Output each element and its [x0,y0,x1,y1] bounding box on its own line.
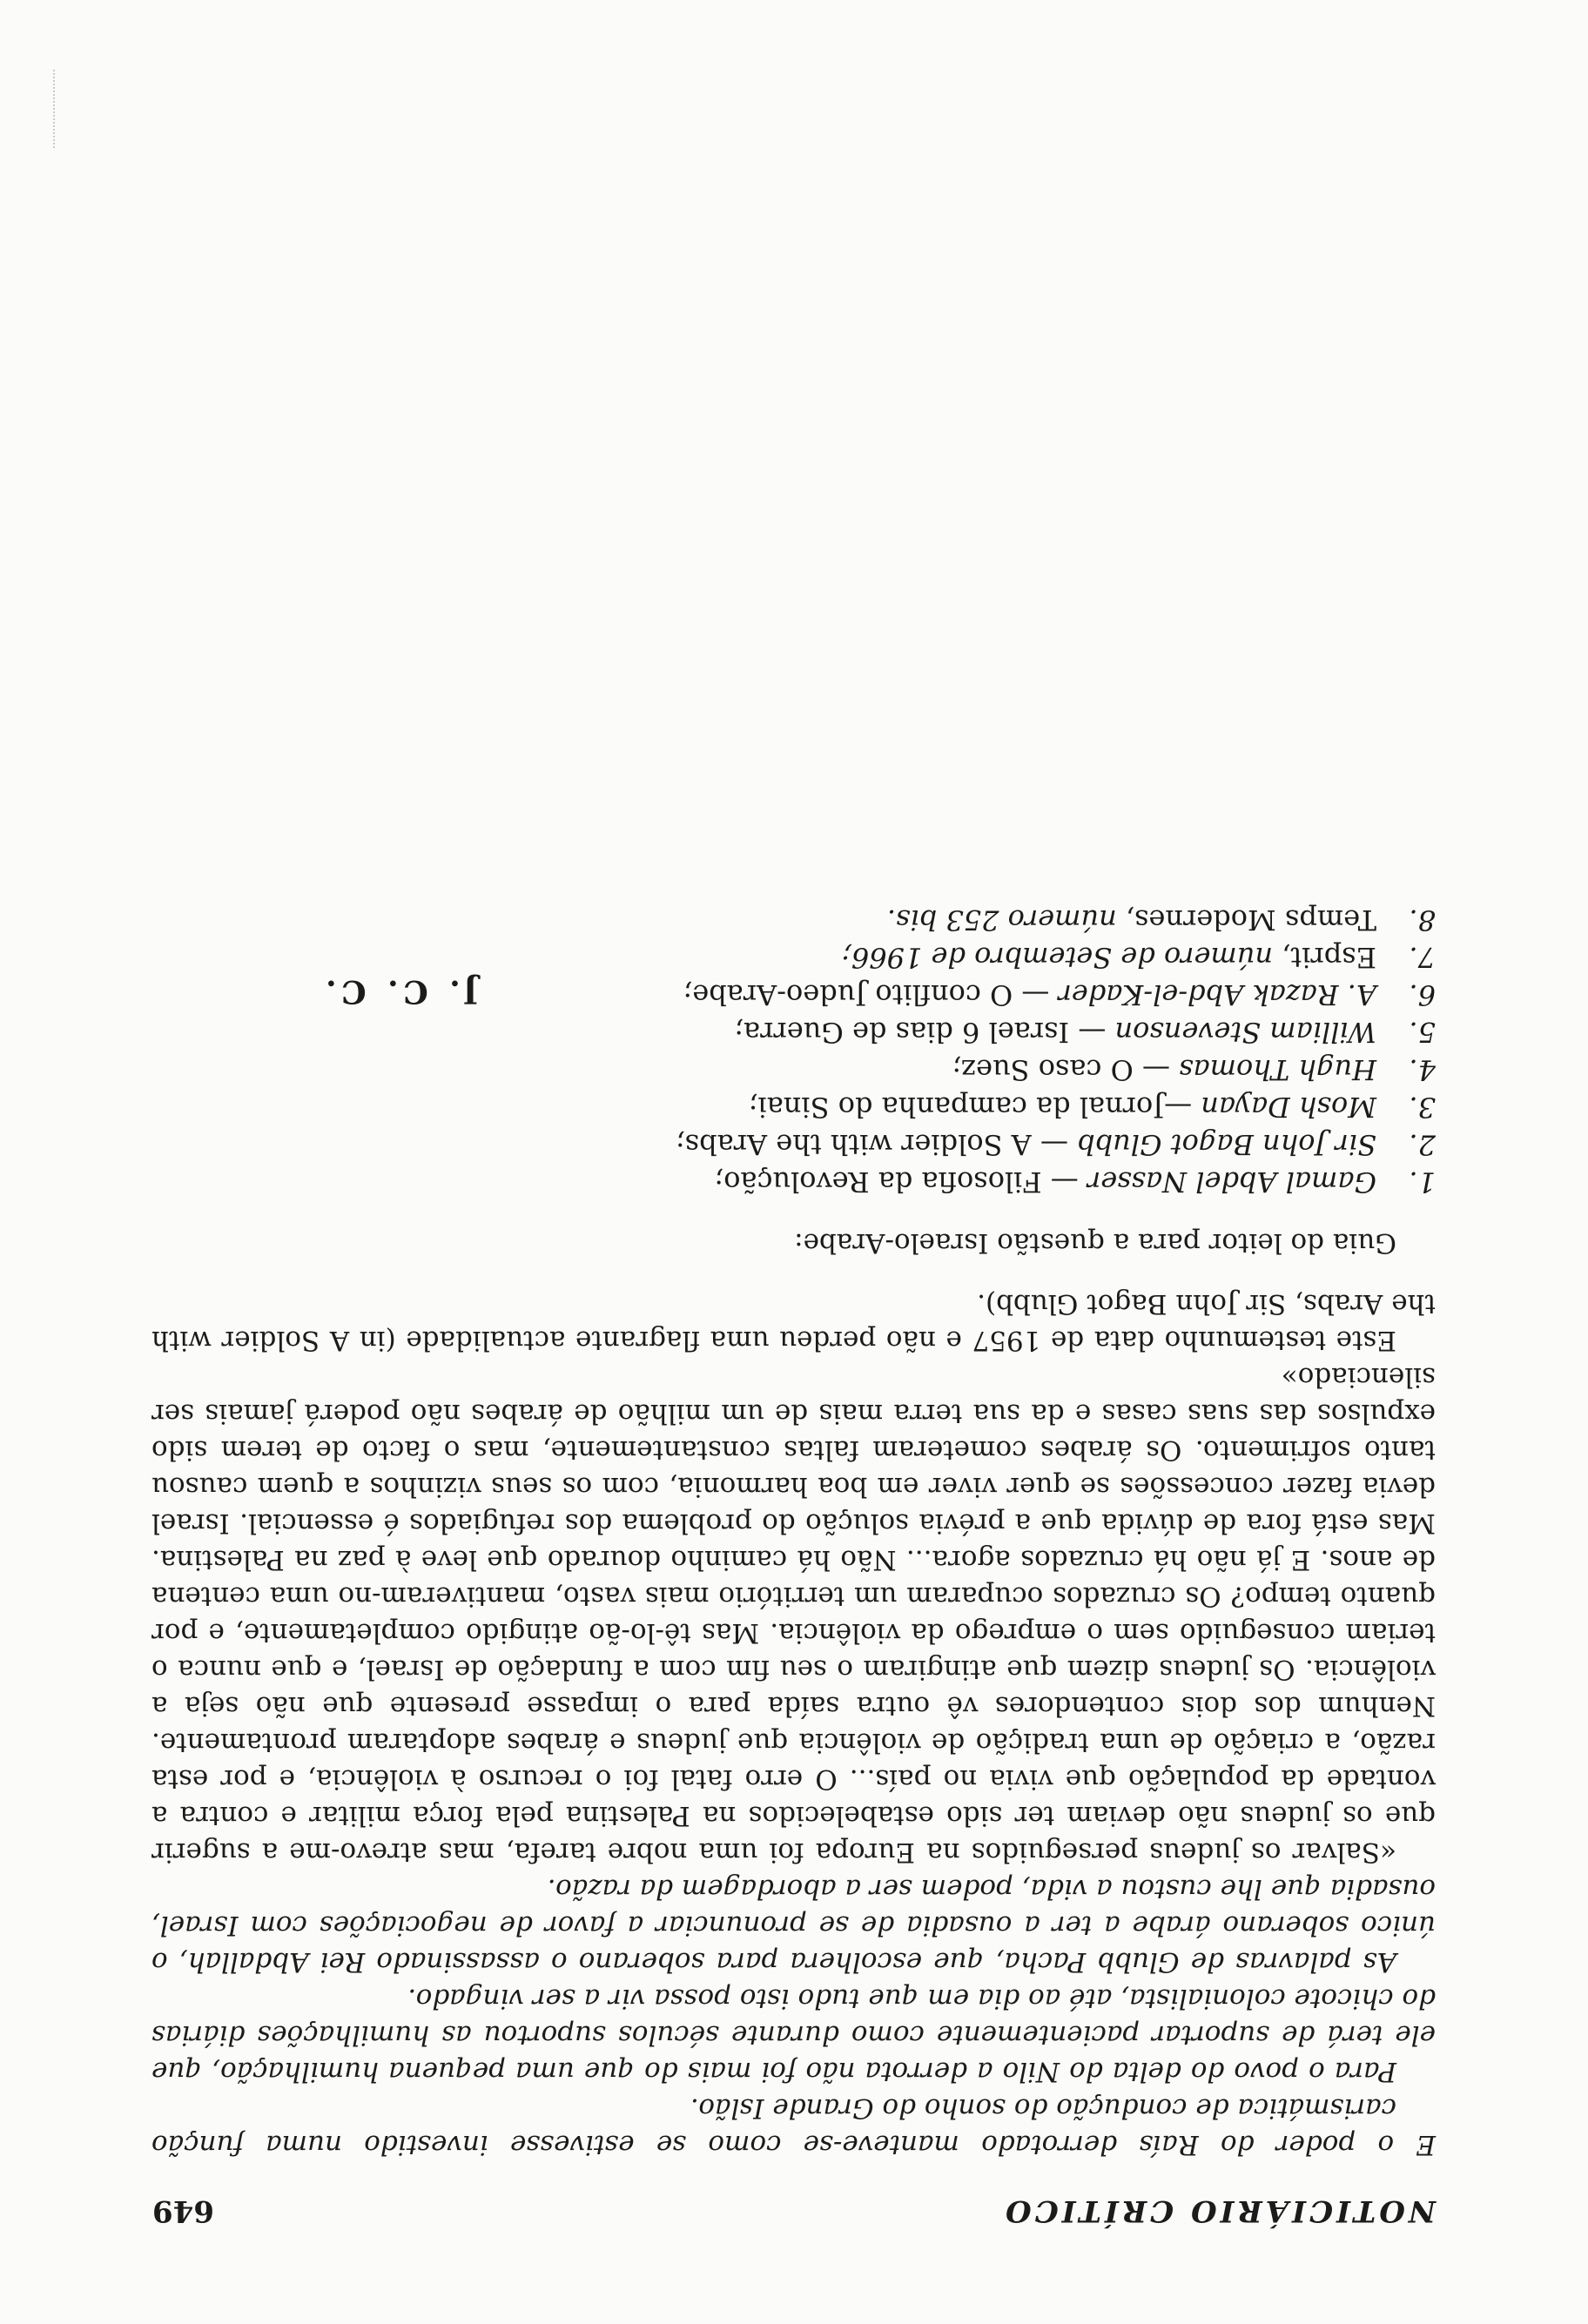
note-book-title: A Soldier with the Arabs, [151,1288,1436,1356]
reader-guide-title: Guia do leitor para a questão Israelo-Arabe: [794,1227,1396,1259]
paragraph-3: As palavras de Glubb Pacha, que escolhera para soberano o assassinado Rei Abdallah, o único soberano árabe a ter a ousadia de se pronunciar a favor de negociações com Israel, ousadia que lhe custou a vida, podem ser a abordagem da razão. [151,1873,1436,1978]
list-item: 5. William Stevenson — Israel 6 dias de Guerra; [734,1016,1436,1049]
list-item: 8. Temps Modernes, número 253 bis. [886,903,1436,937]
list-item: 1. Gamal Abdel Nasser — Filosofia da Revolução; [714,1165,1436,1199]
glubb-quote: «Salvar os judeus perseguidos na Europa foi uma nobre tarefa, mas atrevo-me a sugerir que os judeus não deviam ter sido estabelecidos na Palestina pela força militar e contra a vontade da população que vivia no país... O erro fatal foi o recurso à violência, e por esta razão, a criação de uma tradição de violência que judeus e árabes adoptaram prontamente. Nenhum dos dois contendores vê outra saída para o impasse presente que não seja a violência. Os judeus dizem que atingiram o seu fim com a fundação de Israel, e que nunca o teriam conseguido sem o emprego da violência. Mas tê-lo-ão atingido completamente, e por quanto tempo? Os cruzados ocuparam um território mais vasto, mantiveram-no uma centena de anos. E já não há cruzados agora... Não há caminho dourado que leve à paz na Palestina. Mas está fora de dúvida que a prévia solução do problema dos refugiados é essencial. Israel devia fazer concessões se quer viver em boa harmonia, com os seus vizinhos a quem causou tanto sofrimento. Os árabes cometeram faltas constantemente, mas o facto de terem sido expulsos das suas casas e da sua terra mais de um milhão de árabes não poderá jamais ser silenciado» [151,1361,1436,1868]
note-italic: Este testemunho data de 1957 e não perdeu uma flagrante actualidade (in [359,1325,1396,1356]
list-item: 3. Mosh Dayan —Jornal da campanha do Sinai; [748,1091,1436,1124]
quote-source-note [151,1286,1436,1359]
journal-section-title: NOTICIÁRIO CRÍTICO [1002,2193,1436,2228]
list-item: 2. Sir John Bagot Glubb — A Soldier with the Arabs; [675,1128,1436,1161]
page-number: 649 [152,2193,214,2228]
reference-list [151,901,1436,1200]
list-item: 7. Esprit, número de Setembro de 1966; [842,941,1436,974]
list-item: 6. A. Razak Abd-el-Kader — O conflito Judeo-Arabe; [683,978,1436,1011]
scan-mark [50,70,55,148]
paragraph-1: E o poder do Raís derrotado manteve-se como se estivesse investido numa função carismática de condução do sonho do Grande Islão. [151,2092,1436,2160]
list-item: 4. Hugh Thomas — O caso Suez; [952,1053,1436,1086]
note-author: Sir John Bagot Glubb). [977,1288,1287,1320]
author-signature: J. C. C. [320,973,478,1010]
paragraph-2: Para o povo do delta do Nilo a derrota não foi mais do que uma pequena humilhação, que ele terá de suportar pacientemente como durante séculos suportou as humilhações diárias do chicote colonialista, até ao dia em que tudo isto possa vir a ser vingado. [151,1983,1436,2087]
running-header [152,2193,1436,2237]
article-body [151,901,1436,2163]
